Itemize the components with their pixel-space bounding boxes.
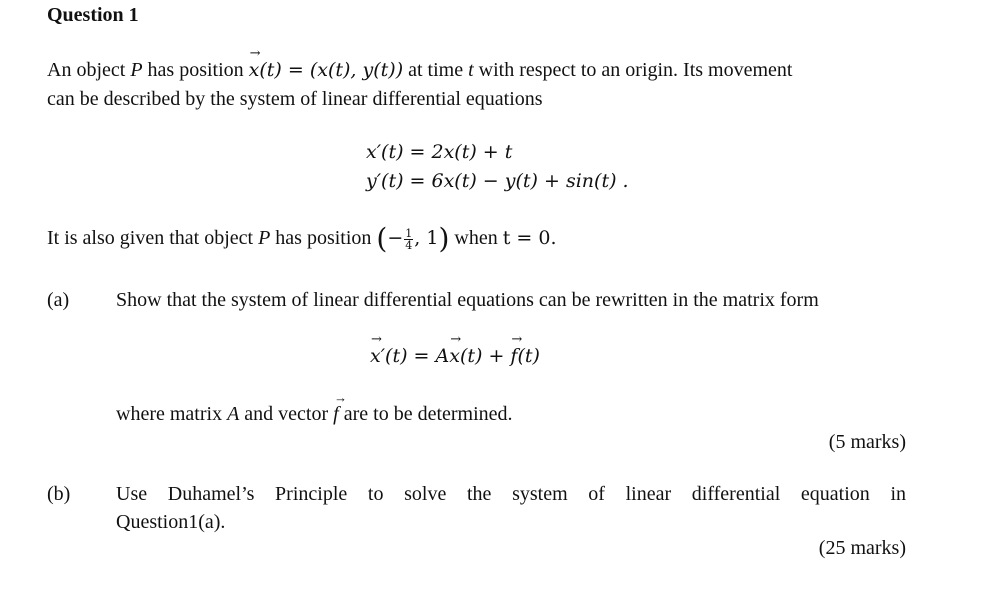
matrix-equation: → x′(t) = A→ x(t) + → f(t) [370,345,540,367]
given-text-pre: It is also given that object [47,227,259,249]
intro-line-1 [47,59,792,82]
position-vector-symbol: → x [249,59,260,81]
object-symbol: P [130,59,143,81]
time-symbol: t [468,59,474,81]
initial-condition: t = 0. [502,227,557,249]
part-b-marks: (25 marks) [818,537,906,559]
intro-text-post2: with respect to an origin. Its movement [473,59,793,81]
question-title: Question 1 [47,4,139,26]
coord-rest: , 1 [414,227,439,249]
equation-y: y′(t) = 6x(t) − y(t) + sin(t) . [366,170,629,192]
given-text-mid: has position [270,227,377,249]
given-object-symbol: P [258,227,271,249]
vector-f-symbol: → f [333,403,339,426]
given-line: It is also given that object P has position (− $\frac{1}{4}$ , 1) when t = 0. [47,222,557,255]
part-a-where: where matrix A and vector → f are to be determined. [116,403,513,426]
part-a-text: Show that the system of linear differential equations can be rewritten in the matrix form [116,289,819,311]
intro-line-2: can be described by the system of linear differential equations [47,88,543,110]
intro-text-pre: An object [47,59,131,81]
matrix-symbol: A [227,403,240,425]
position-definition: (t) = (x(t), y(t)) [259,59,404,81]
part-b-line-1: Use Duhamel’s Principle to solve the system of linear differential equation in [116,483,906,505]
part-b-label: (b) [47,483,71,505]
intro-text-mid: has position [142,59,249,81]
part-b-line-2: Question1(a). [116,511,226,533]
equation-x: x′(t) = 2x(t) + t [366,141,513,163]
intro-text-post1: at time [403,59,469,81]
part-a-label: (a) [47,289,70,311]
given-text-when: when [449,227,503,249]
part-a-marks: (5 marks) [828,431,906,453]
fraction: $\frac{1}{4}$ [405,226,413,252]
